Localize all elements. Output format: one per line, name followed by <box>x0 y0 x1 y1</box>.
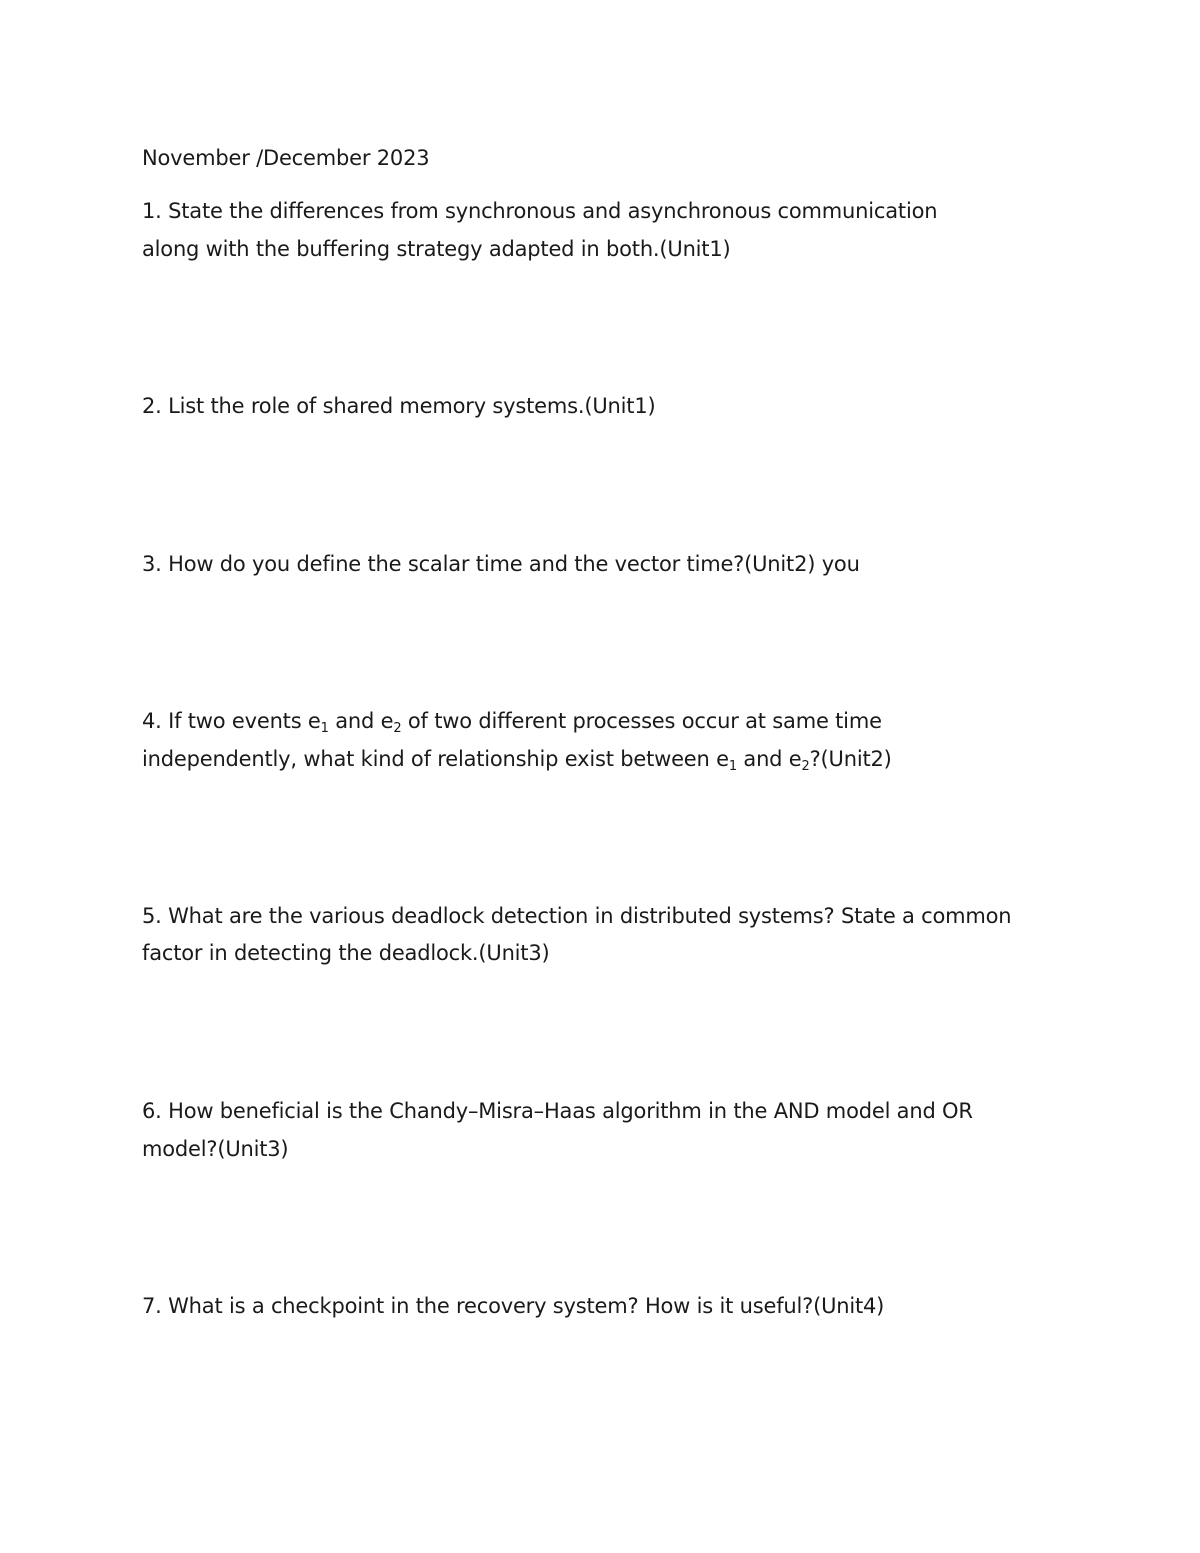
q4-l1-subscript-2: 2 <box>393 721 402 736</box>
question-6-line-1: 6. How beneficial is the Chandy–Misra–Haas algorithm in the AND model and OR <box>142 1099 973 1123</box>
question-5-line-1: 5. What are the various deadlock detection in distributed systems? State a common <box>142 904 1012 928</box>
q4-l1-subscript-1: 1 <box>320 721 329 736</box>
question-4-line-2 <box>142 740 892 778</box>
page-heading: November /December 2023 <box>142 146 430 170</box>
q4-l2-subscript-1: 1 <box>728 759 737 774</box>
q4-l2-subscript-2: 2 <box>801 759 810 774</box>
question-1-line-1: 1. State the differences from synchronous and asynchronous communication <box>142 199 938 223</box>
question-3-line-1: 3. How do you define the scalar time and the vector time?(Unit2) you <box>142 552 860 576</box>
question-2-line-1: 2. List the role of shared memory systems.(Unit1) <box>142 394 656 418</box>
question-7-line-1: 7. What is a checkpoint in the recovery system? How is it useful?(Unit4) <box>142 1294 885 1318</box>
q4-l2-text-a: independently, what kind of relationship exist between e <box>142 747 729 771</box>
q4-l2-text-b: and e <box>736 747 802 771</box>
question-4-line-1 <box>142 702 882 740</box>
question-5-line-2: factor in detecting the deadlock.(Unit3) <box>142 941 550 965</box>
question-1-line-2: along with the buffering strategy adapted in both.(Unit1) <box>142 237 731 261</box>
q4-l2-text-c: ?(Unit2) <box>809 747 892 771</box>
q4-l1-text-c: of two different processes occur at same time <box>401 709 882 733</box>
q4-l1-text-b: and e <box>328 709 394 733</box>
q4-l1-text-a: 4. If two events e <box>142 709 321 733</box>
question-6-line-2: model?(Unit3) <box>142 1137 289 1161</box>
